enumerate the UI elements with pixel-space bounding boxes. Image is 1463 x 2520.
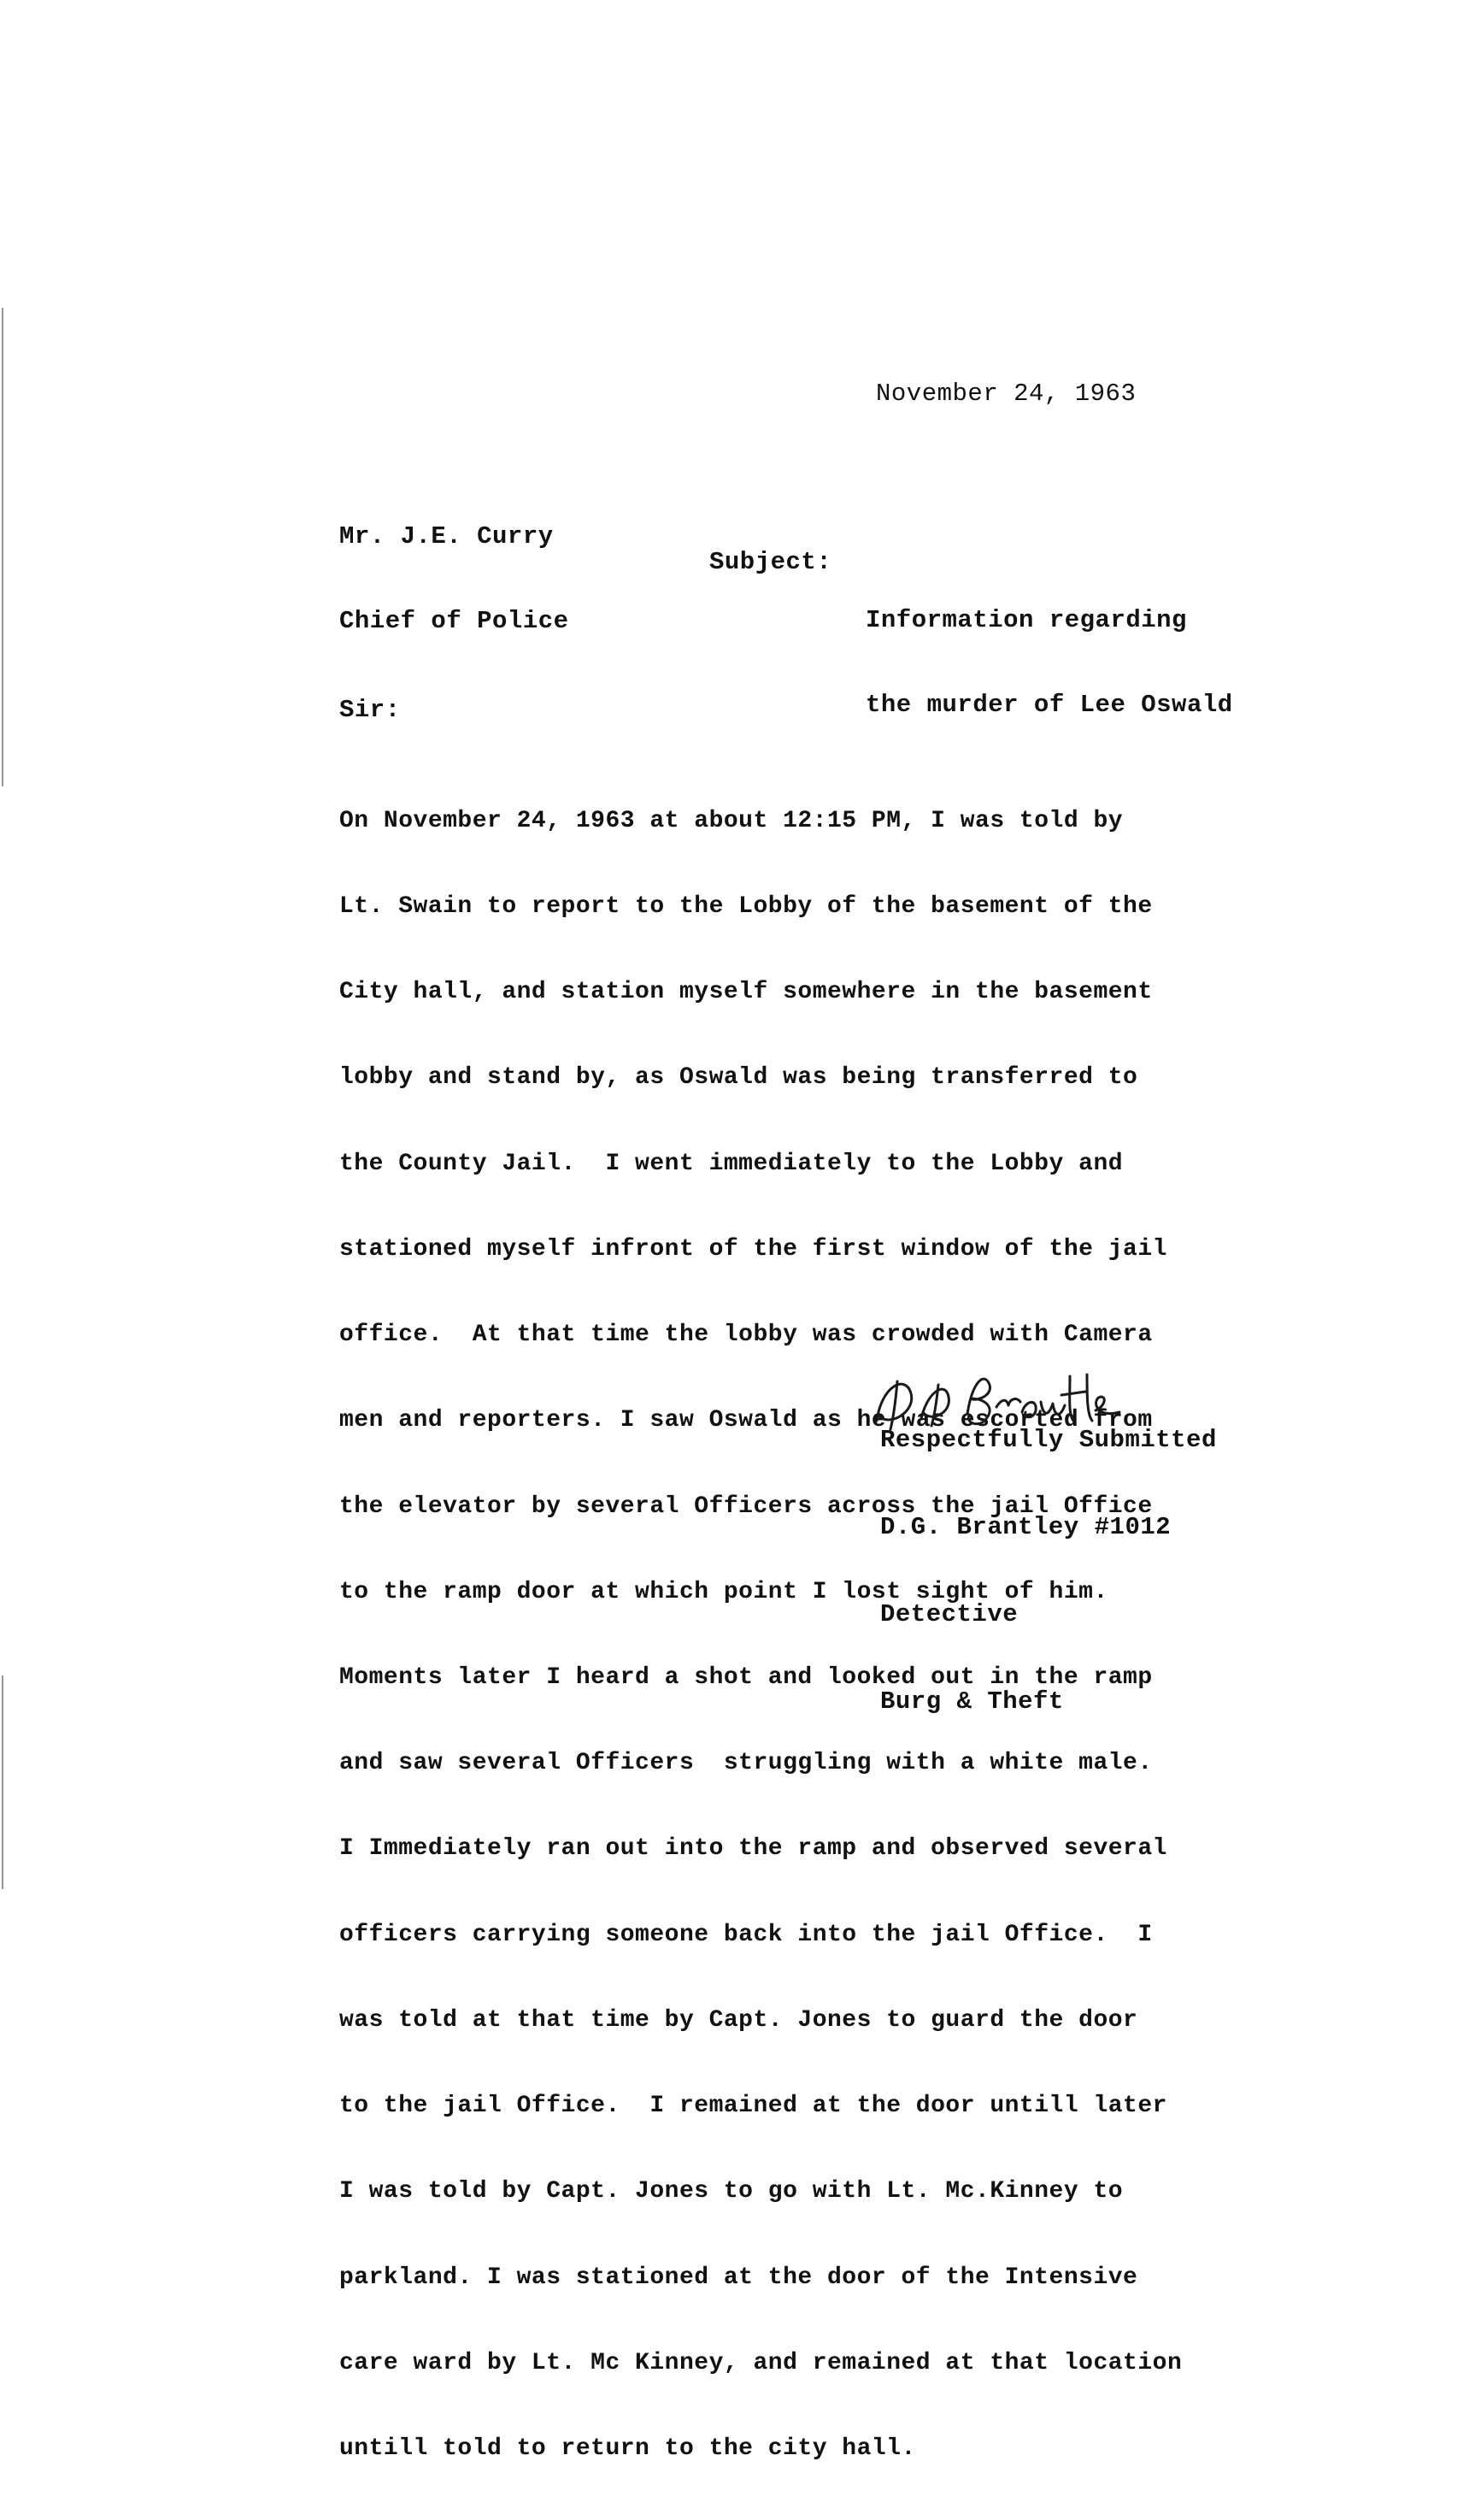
body-line: lobby and stand by, as Oswald was being transferred to [339, 1064, 1138, 1092]
body-line: City hall, and station myself somewhere in the basement [339, 979, 1153, 1006]
subject-label: Subject: [709, 548, 832, 576]
handwritten-signature [872, 1359, 1145, 1436]
body-line: men and reporters. I saw Oswald as he was escorted from [339, 1407, 1153, 1434]
salutation: Sir: [339, 696, 401, 724]
subject-text [866, 550, 1233, 775]
body-line: and saw several Officers struggling with a white male. [339, 1750, 1153, 1777]
body-line: to the jail Office. I remained at the door untill later [339, 2093, 1167, 2120]
body-line: to the ramp door at which point I lost sight of him. [339, 1578, 1108, 1605]
body-line: untill told to return to the city hall. [339, 2435, 916, 2462]
addressee-title: Chief of Police [339, 607, 569, 635]
addressee-name: Mr. J.E. Curry [339, 522, 554, 551]
body-line: I Immediately ran out into the ramp and observed several [339, 1835, 1167, 1863]
body-line: the elevator by several Officers across the jail Office [339, 1493, 1153, 1520]
body-line: officers carrying someone back into the jail Office. I [339, 1921, 1153, 1948]
subject-line: the murder of Lee Oswald [866, 691, 1233, 719]
subject-line: Information regarding [866, 606, 1187, 634]
body-line: I was told by Capt. Jones to go with Lt. Mc.Kinney to [339, 2178, 1124, 2205]
body-line: office. At that time the lobby was crowded with Camera [339, 1322, 1153, 1349]
body-line: Lt. Swain to report to the Lobby of the basement of the [339, 893, 1153, 921]
closing-line: Detective [880, 1600, 1019, 1628]
closing-line: Burg & Theft [880, 1687, 1064, 1716]
body-line: stationed myself infront of the first window of the jail [339, 1235, 1167, 1263]
addressee-block [339, 466, 569, 692]
body-line: On November 24, 1963 at about 12:15 PM, I was told by [339, 807, 1124, 834]
closing-line: D.G. Brantley #1012 [880, 1513, 1172, 1541]
body-line: was told at that time by Capt. Jones to guard the door [339, 2006, 1138, 2034]
body-line: parkland. I was stationed at the door of the Intensive [339, 2264, 1138, 2291]
scan-edge-mark [2, 308, 3, 786]
scan-edge-mark [2, 1675, 3, 1889]
body-line: the County Jail. I went immediately to the Lobby and [339, 1150, 1124, 1177]
body-line: Moments later I heard a shot and looked out in the ramp [339, 1664, 1153, 1691]
body-line: care ward by Lt. Mc Kinney, and remained at that location [339, 2349, 1183, 2376]
closing-line: Respectfully Submitted [880, 1426, 1217, 1454]
letter-date: November 24, 1963 [876, 380, 1137, 408]
